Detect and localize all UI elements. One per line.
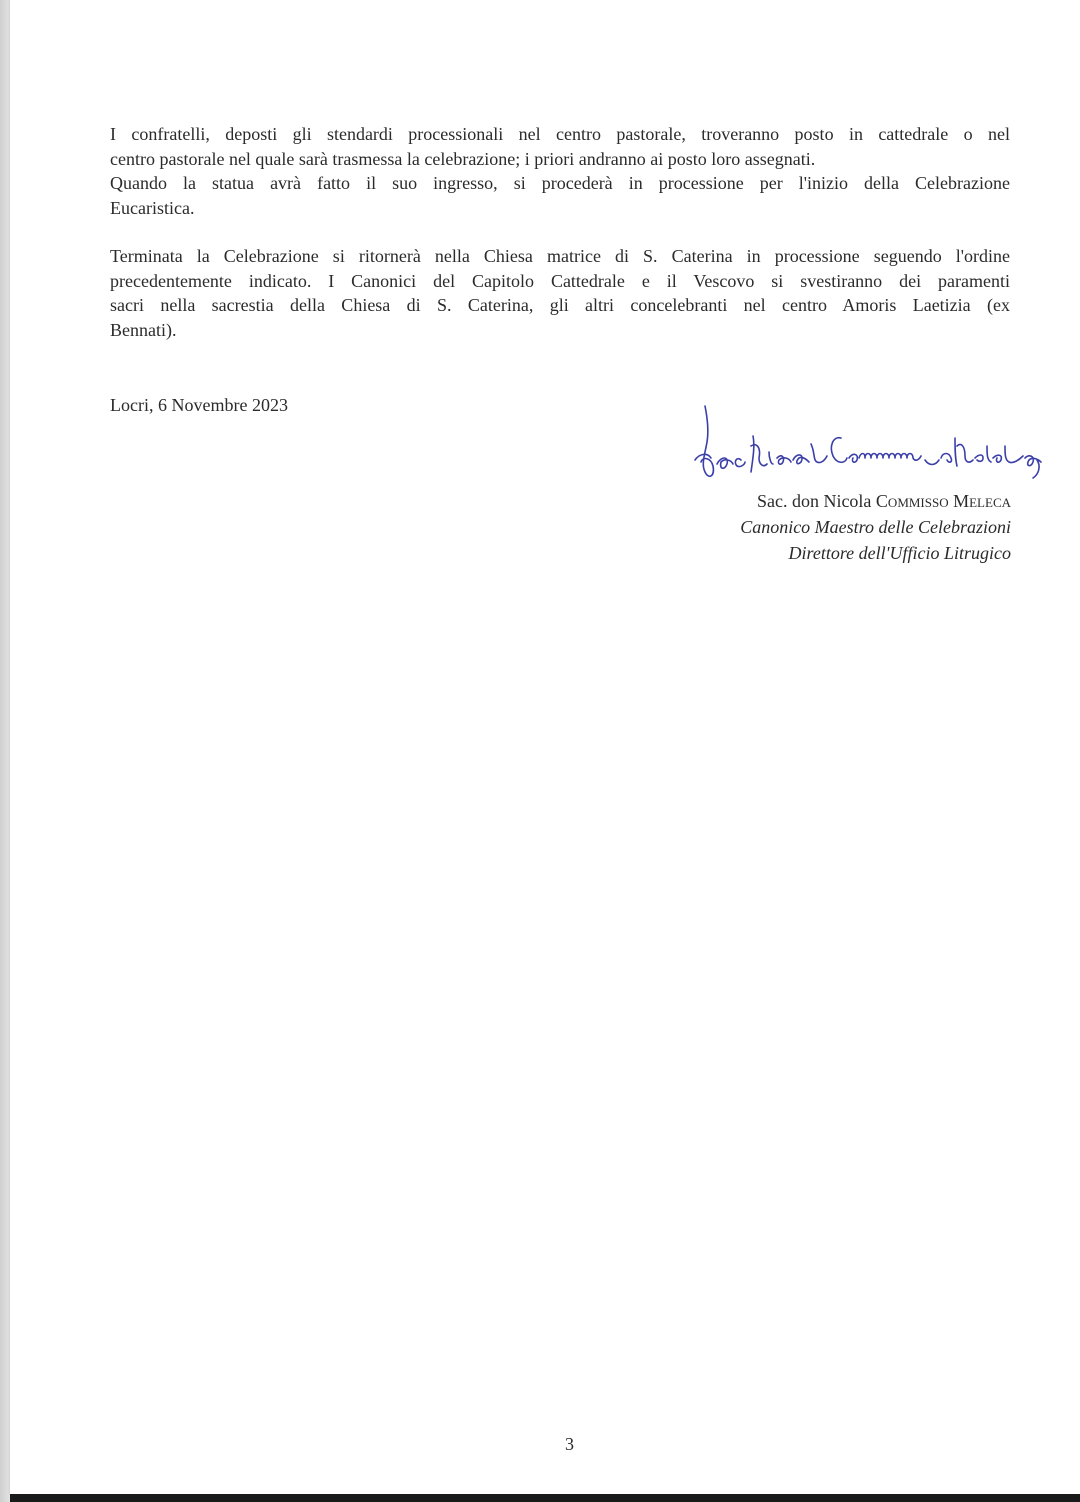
paragraph-line: Eucaristica.: [110, 197, 195, 218]
document-page: [10, 0, 1080, 1494]
signatory-name: [740, 488, 1011, 514]
paragraph-line: Terminata la Celebrazione si ritornerà nella Chiesa matrice di S. Caterina in processione seguendo l'ordine: [110, 246, 1010, 266]
paragraph-line: precedentemente indicato. I Canonici del Capitolo Cattedrale e il Vescovo si svestiranno dei paramenti: [110, 270, 1010, 291]
signatory-role-secondary: Direttore dell'Ufficio Litrugico: [788, 543, 1011, 563]
paragraph-confratelli: [110, 122, 1010, 220]
paragraph-terminata: [110, 244, 1010, 342]
paragraph-line: Quando la statua avrà fatto il suo ingresso, si procederà in processione per l'inizio della Celebrazione: [110, 173, 1010, 193]
paragraph-line: Bennati).: [110, 319, 177, 340]
paragraph-line: I confratelli, deposti gli stendardi processionali nel centro pastorale, troveranno posto in cattedrale o nel: [110, 124, 1010, 144]
viewer-bottom-edge: [10, 1494, 1080, 1502]
paragraph-line: sacri nella sacrestia della Chiesa di S. Caterina, gli altri concelebranti nel centro Amoris Laetizia (ex: [110, 295, 1010, 315]
signature-block: [740, 488, 1011, 566]
place-date-line: Locri, 6 Novembre 2023: [110, 395, 288, 415]
signatory-name-prefix: Sac. don Nicola: [756, 491, 876, 511]
paragraph-line: centro pastorale nel quale sarà trasmessa la celebrazione; i priori andranno ai posto loro assegnati.: [110, 148, 816, 169]
viewer-left-gutter: [0, 0, 10, 1502]
page-number: 3: [565, 1434, 574, 1454]
handwritten-signature: [693, 402, 1053, 494]
signatory-role-primary: Canonico Maestro delle Celebrazioni: [740, 517, 1011, 537]
signatory-surname: Commisso Meleca: [875, 491, 1011, 511]
